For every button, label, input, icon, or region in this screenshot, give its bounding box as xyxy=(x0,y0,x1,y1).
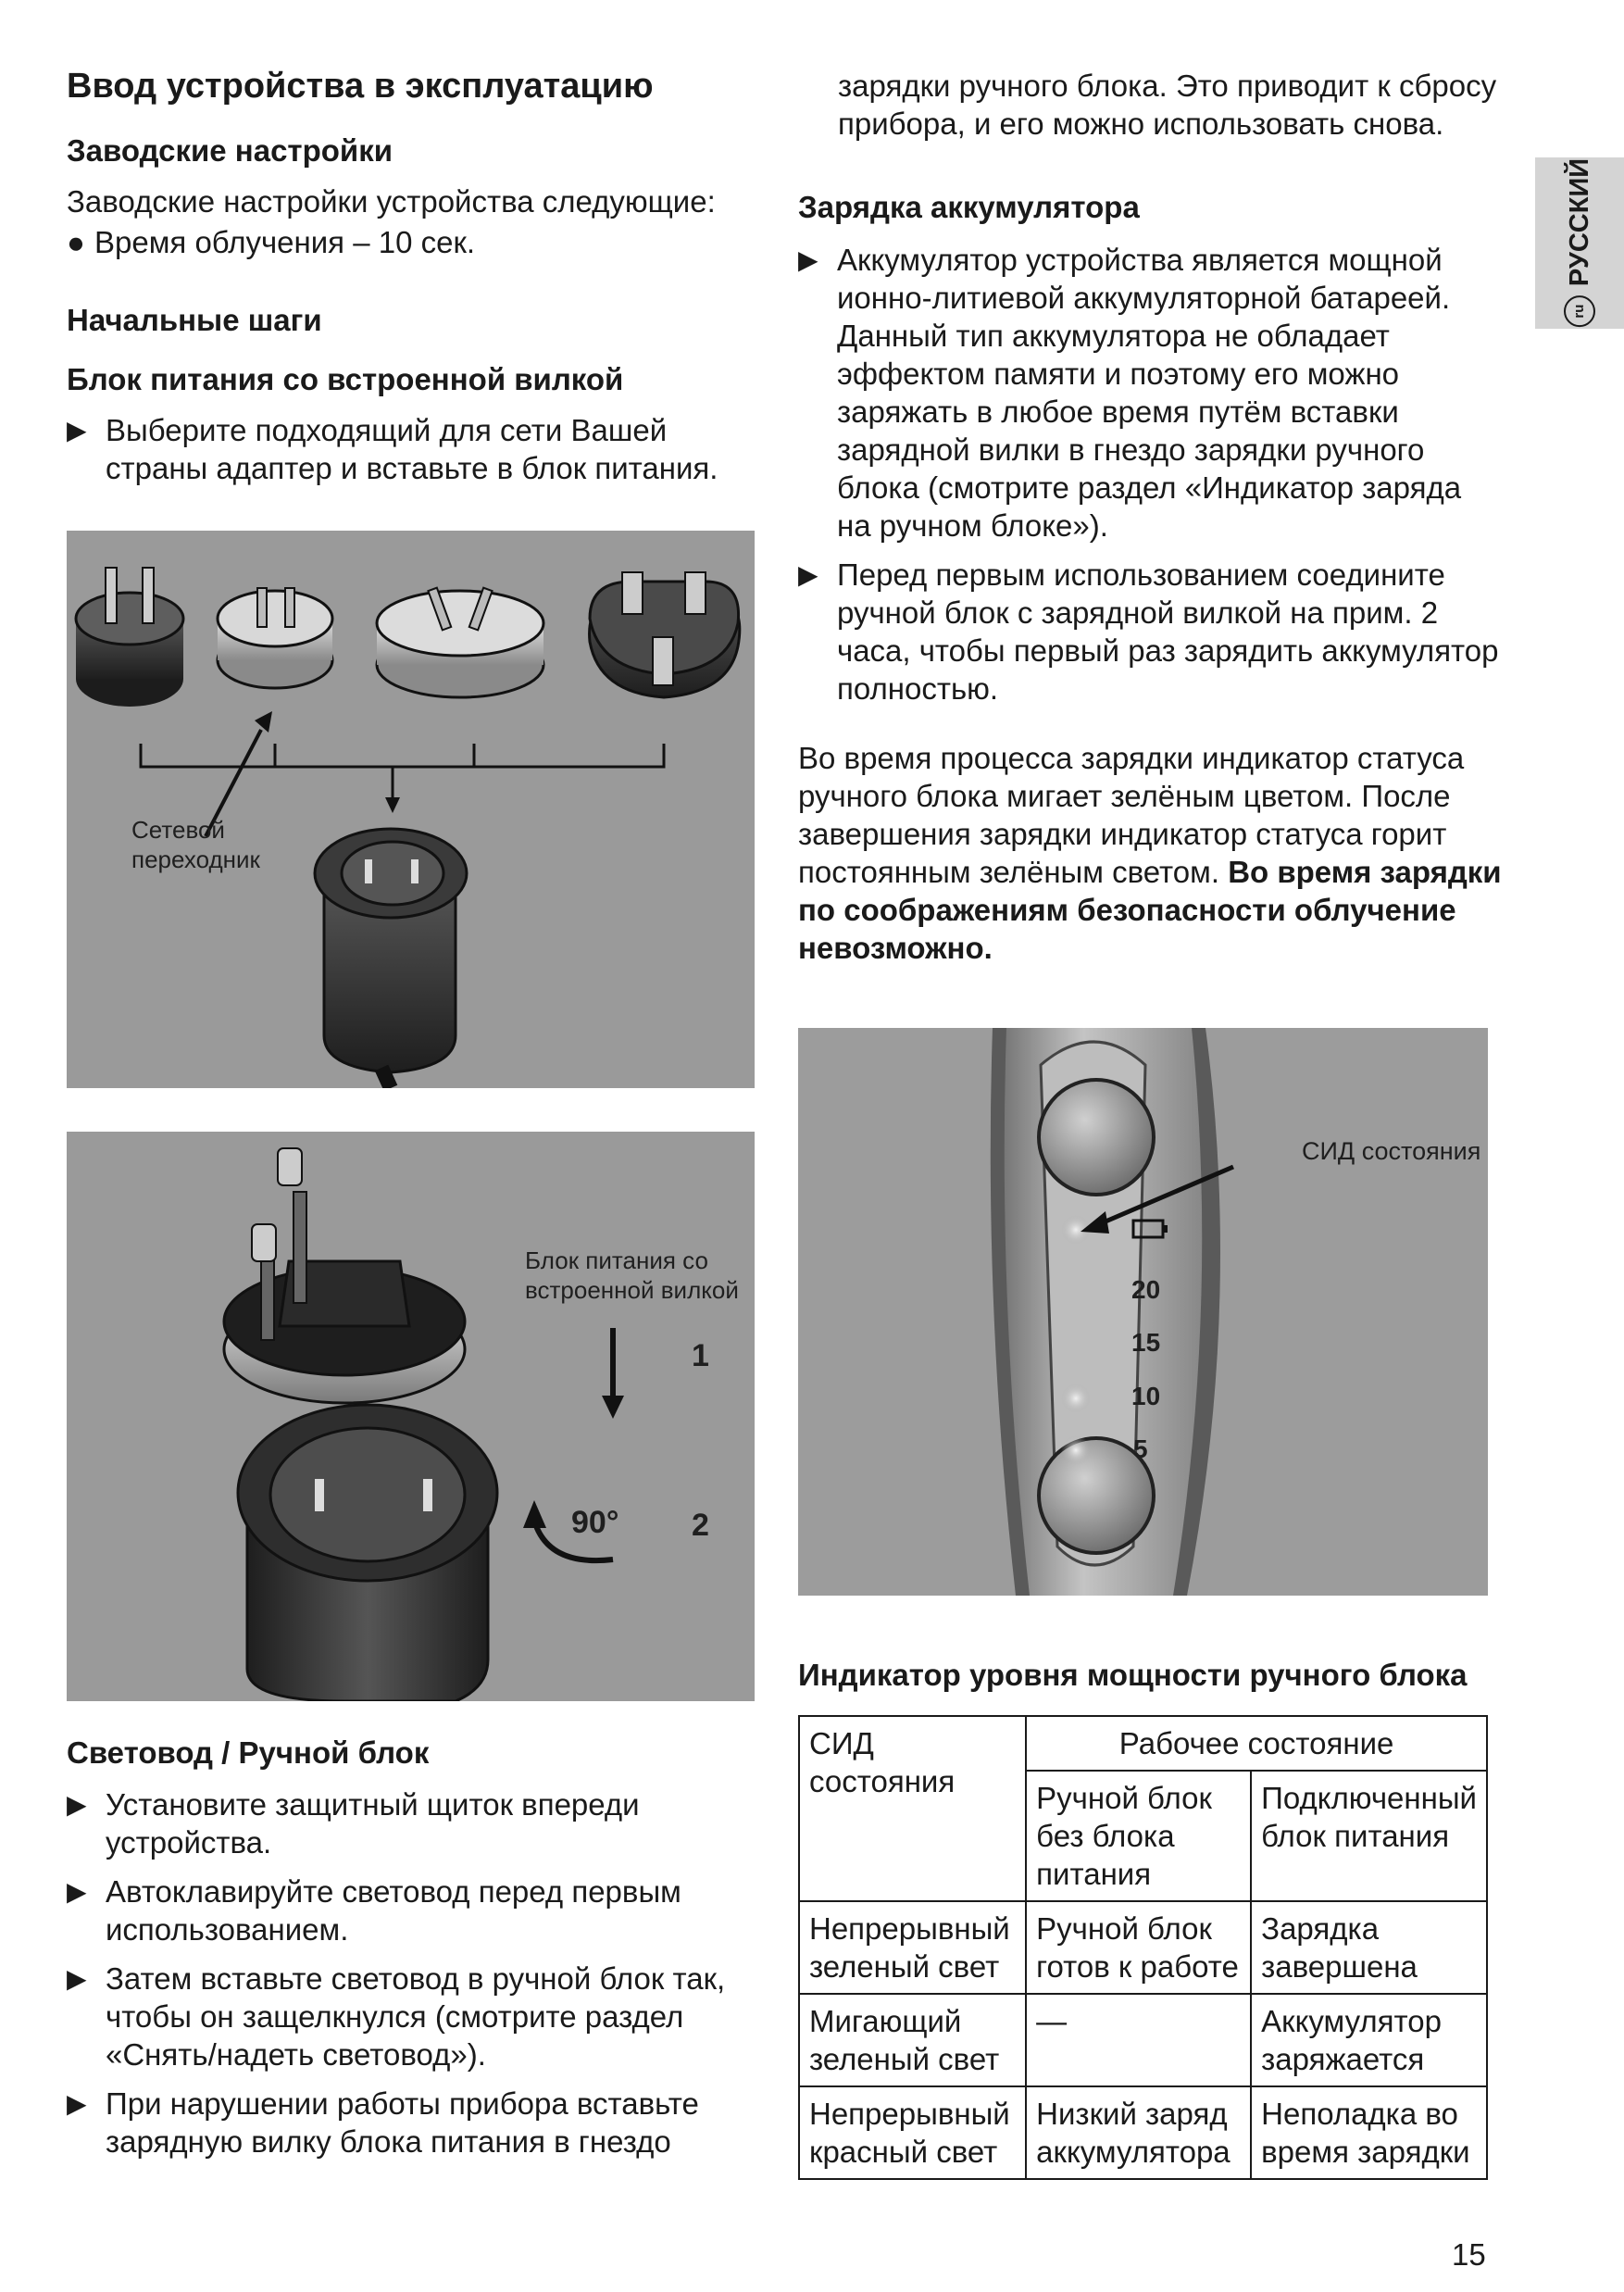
table-cell: — xyxy=(1026,1994,1251,2086)
arrow-bullet-icon: ▶ xyxy=(67,416,87,445)
list-item-text: Затем вставьте световод в ручной блок так, чтобы он защелкнулся (смотрите раздел «Снять/надеть световод»). xyxy=(106,1961,726,2072)
arrow-bullet-icon: ▶ xyxy=(67,2089,87,2118)
power-indicator-heading: Индикатор уровня мощности ручного блока xyxy=(798,1658,1468,1692)
list-item-text: При нарушении работы прибора вставьте зарядную вилку блока питания в гнездо xyxy=(106,2086,699,2159)
list-item xyxy=(67,1960,752,2073)
list-item xyxy=(67,2085,752,2160)
table-cell: Зарядка завершена xyxy=(1251,1901,1487,1994)
psu-heading: Блок питания со встроенной вилкой xyxy=(67,362,624,396)
list-item xyxy=(67,1872,752,1948)
charging-text: Во время процесса зарядки индикатор статуса ручного блока мигает зелёным цветом. После завершения зарядки индикатор статуса горит постоянным зелёным светом. xyxy=(798,741,1465,889)
adapter-figure xyxy=(67,531,755,1088)
list-item-text: Автоклавируйте световод перед первым использованием. xyxy=(106,1874,681,1947)
table-subheader-no-psu: Ручной блок без блока питания xyxy=(1026,1771,1251,1901)
rotation-angle-label: 90° xyxy=(571,1505,619,1540)
arrow-bullet-icon: ▶ xyxy=(67,1877,87,1906)
table-cell: Мигающий зеленый свет xyxy=(799,1994,1026,2086)
psu-insertion-figure xyxy=(67,1132,755,1701)
battery-heading: Зарядка аккумулятора xyxy=(798,190,1140,224)
power-level-5: 5 xyxy=(1133,1434,1148,1463)
status-led-label: СИД состояния xyxy=(1302,1137,1481,1165)
psu-bullet-text: Выберите подходящий для сети Вашей страны адаптер и вставьте в блок питания. xyxy=(106,413,718,485)
led-status-table xyxy=(798,1715,1488,2180)
list-item xyxy=(67,411,752,487)
table-subheader-psu: Подключенный блок питания xyxy=(1251,1771,1487,1901)
adapter-illustration xyxy=(67,531,755,1088)
table-header-state: Рабочее состояние xyxy=(1026,1716,1487,1771)
list-item xyxy=(798,556,1502,708)
table-cell: Неполадка во время зарядки xyxy=(1251,2086,1487,2179)
power-level-15: 15 xyxy=(1131,1328,1161,1357)
step-2-label: 2 xyxy=(692,1508,709,1543)
list-item-text: Аккумулятор устройства является мощной ионно-литиевой аккумуляторной батареей. Данный тип аккумулятора не обладает эффектом памяти и поэтому его можно заряжать в любое время путём вставки зарядной вилки в гнездо зарядки ручного блока (смотрите раздел «Индикатор заряда на ручном блоке»). xyxy=(837,243,1462,543)
list-item xyxy=(798,241,1502,545)
lightguide-heading: Световод / Ручной блок xyxy=(67,1735,430,1770)
bullet-dot-icon: ● xyxy=(67,225,85,259)
factory-settings-heading: Заводские настройки xyxy=(67,133,393,168)
list-item-text: Установите защитный щиток впереди устройства. xyxy=(106,1787,640,1860)
psu-list xyxy=(67,411,752,498)
power-level-10: 10 xyxy=(1131,1382,1161,1410)
list-item-text: Перед первым использованием соедините ручной блок с зарядной вилкой на прим. 2 часа, чтобы первый раз зарядить аккумулятор полностью. xyxy=(837,557,1499,706)
factory-bullet xyxy=(67,223,475,261)
handpiece-illustration xyxy=(798,1028,1488,1596)
psu-insertion-illustration xyxy=(67,1132,755,1701)
power-level-20: 20 xyxy=(1131,1275,1161,1304)
list-item xyxy=(67,1785,752,1861)
continuation-text: зарядки ручного блока. Это приводит к сбросу прибора, и его можно использовать снова. xyxy=(838,69,1497,141)
page-number: 15 xyxy=(1452,2237,1486,2272)
first-steps-heading: Начальные шаги xyxy=(67,303,322,337)
arrow-bullet-icon: ▶ xyxy=(67,1964,87,1993)
psu-label-line2: встроенной вилкой xyxy=(525,1276,739,1304)
language-label: РУССКИЙ xyxy=(1564,157,1594,287)
adapter-label-line1: Сетевой xyxy=(131,816,225,844)
section-heading: Ввод устройства в эксплуатацию xyxy=(67,67,654,106)
charging-paragraph xyxy=(798,739,1502,967)
language-badge: ru xyxy=(1564,295,1595,327)
table-row xyxy=(799,1901,1487,1994)
step-1-label: 1 xyxy=(692,1338,709,1373)
table-row xyxy=(799,2086,1487,2179)
factory-settings-text: Заводские настройки устройства следующие: xyxy=(67,184,716,219)
table-cell: Низкий заряд аккумулятора xyxy=(1026,2086,1251,2179)
table-cell: Ручной блок готов к работе xyxy=(1026,1901,1251,1994)
charging-warning: Во время зарядки по соображениям безопасности облучение невозможно. xyxy=(798,855,1502,965)
battery-list xyxy=(798,241,1502,719)
arrow-bullet-icon: ▶ xyxy=(67,1790,87,1819)
table-cell: Непрерывный красный свет xyxy=(799,2086,1026,2179)
table-header-led: СИД состояния xyxy=(799,1716,1026,1901)
psu-label-line1: Блок питания со xyxy=(525,1246,708,1274)
language-tab xyxy=(1535,157,1624,329)
table-row xyxy=(799,1994,1487,2086)
lightguide-list xyxy=(67,1785,752,2172)
table-cell: Аккумулятор заряжается xyxy=(1251,1994,1487,2086)
arrow-bullet-icon: ▶ xyxy=(798,245,818,274)
table-cell: Непрерывный зеленый свет xyxy=(799,1901,1026,1994)
adapter-label-line2: переходник xyxy=(131,845,260,873)
factory-bullet-text: Время облучения – 10 сек. xyxy=(94,225,476,259)
arrow-bullet-icon: ▶ xyxy=(798,560,818,589)
handpiece-led-figure xyxy=(798,1028,1488,1596)
